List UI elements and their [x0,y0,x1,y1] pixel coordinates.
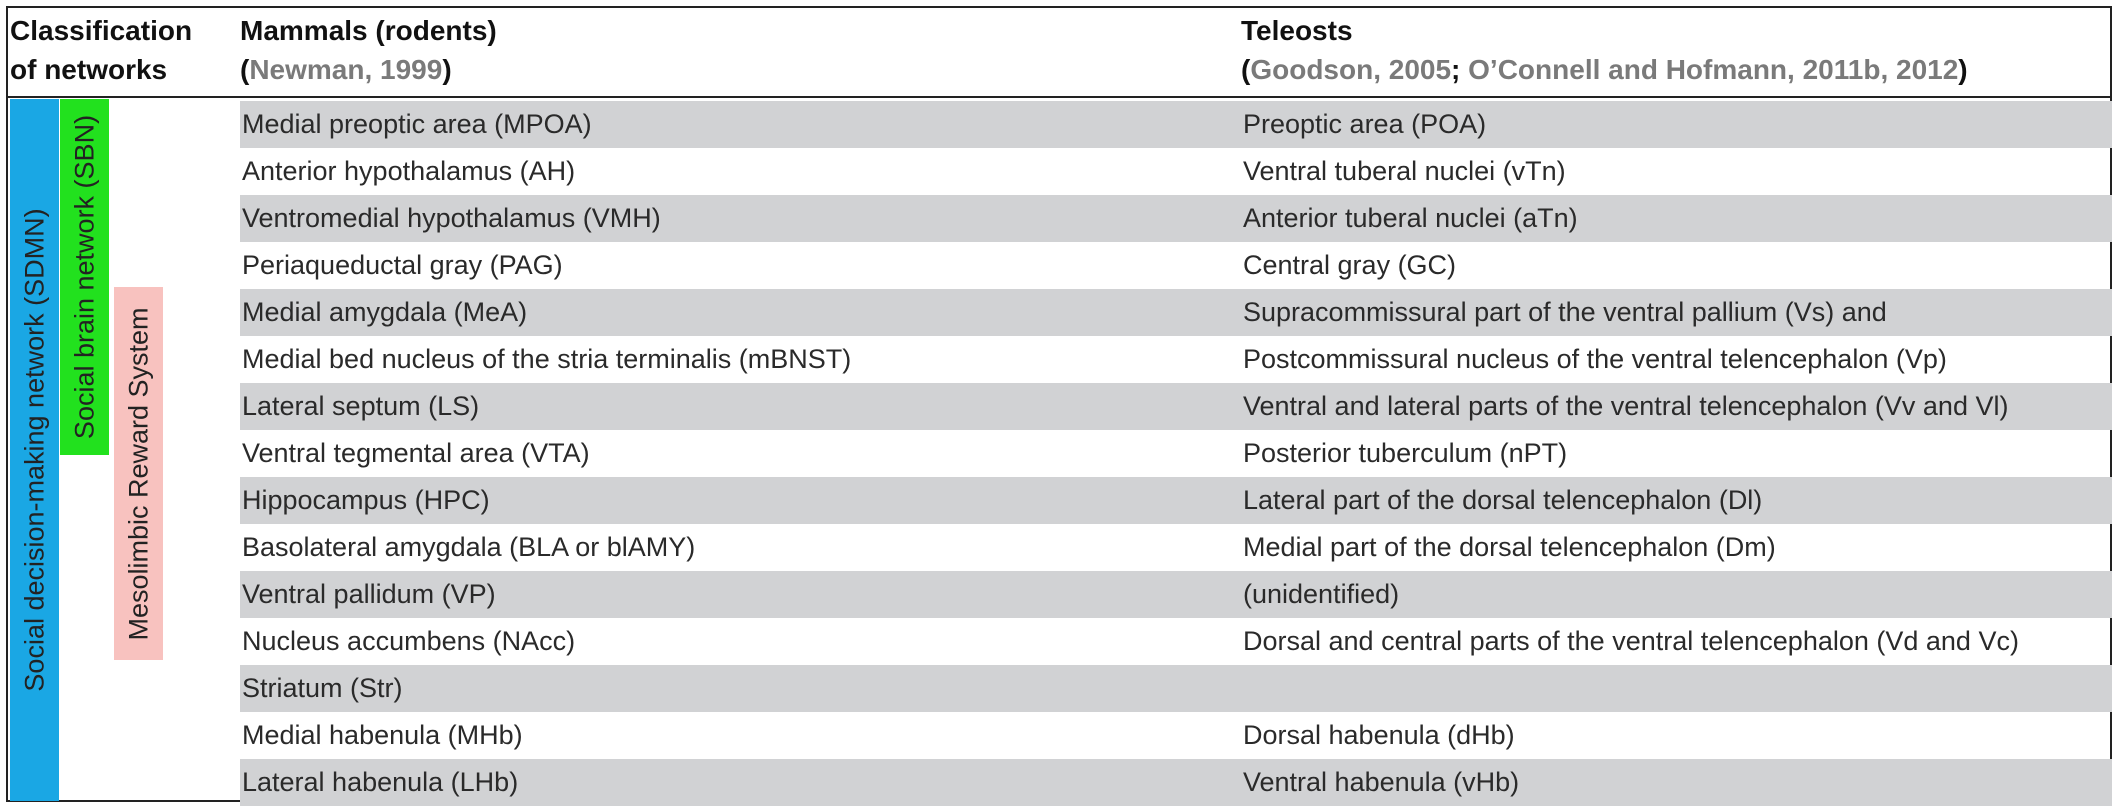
teleost-region: Dorsal habenula (dHb) [1243,720,1515,750]
teleost-region: Preoptic area (POA) [1243,109,1487,139]
table-row [240,101,2112,148]
table-row [240,195,2112,242]
header-teleosts-title: Teleosts [1241,15,1353,46]
table-row [240,712,2112,759]
table-row [240,477,2112,524]
mammal-region: Basolateral amygdala (BLA or blAMY) [242,532,696,562]
table-row [240,524,2112,571]
header-mammals-citation [240,50,497,89]
teleost-region: Ventral habenula (vHb) [1243,767,1520,797]
teleost-region: Medial part of the dorsal telencephalon (Dm) [1243,532,1776,562]
citation-newman-1999[interactable]: Newman, 1999 [249,54,443,85]
header-classification: Classification of networks [10,15,193,85]
mammal-region: Lateral septum (LS) [242,391,480,421]
mammal-region: Medial amygdala (MeA) [242,297,528,327]
network-band-sdmn [10,99,59,801]
table-row [240,383,2112,430]
mammal-region: Ventral pallidum (VP) [242,579,496,609]
table-row [240,336,2112,383]
teleost-region: Ventral tuberal nuclei (vTn) [1243,156,1566,186]
teleost-region: (unidentified) [1243,579,1400,609]
paren-open: ( [240,54,250,85]
citation-goodson-2005[interactable]: Goodson, 2005 [1250,54,1452,85]
table-row [240,148,2112,195]
mammal-region: Nucleus accumbens (NAcc) [242,626,576,656]
header-mammals-title: Mammals (rodents) [240,15,497,46]
teleost-region: Anterior tuberal nuclei (aTn) [1243,203,1578,233]
header-divider [8,96,2110,98]
teleost-region: Ventral and lateral parts of the ventral telencephalon (Vv and Vl) [1243,391,2009,421]
network-classification-table [6,6,2112,802]
teleost-region: Postcommissural nucleus of the ventral telencephalon (Vp) [1243,344,1947,374]
mammal-region: Anterior hypothalamus (AH) [242,156,576,186]
table-row [240,618,2112,665]
table-row [240,242,2112,289]
header-teleosts-citation [1241,50,1968,89]
network-label-sdmn: Social decision-making network (SDMN) [19,208,49,692]
header-teleosts [1241,11,1968,89]
mammal-region: Medial bed nucleus of the stria terminalis (mBNST) [242,344,852,374]
paren-close: ) [1958,54,1968,85]
network-band-mrs [114,287,163,660]
mammal-region: Lateral habenula (LHb) [242,767,519,797]
mammal-region: Medial habenula (MHb) [242,720,523,750]
table-row [240,571,2112,618]
mammal-region: Ventral tegmental area (VTA) [242,438,590,468]
table-row [240,289,2112,336]
paren-close: ) [442,54,452,85]
teleost-region: Lateral part of the dorsal telencephalon (Dl) [1243,485,1763,515]
network-label-sbn: Social brain network (SBN) [69,114,99,440]
mammal-region: Hippocampus (HPC) [242,485,490,515]
teleost-region: Dorsal and central parts of the ventral telencephalon (Vd and Vc) [1243,626,2019,656]
table-row [240,665,2112,712]
mammal-region: Ventromedial hypothalamus (VMH) [242,203,661,233]
header-mammals [240,11,497,89]
teleost-region: Posterior tuberculum (nPT) [1243,438,1568,468]
network-label-mrs: Mesolimbic Reward System [123,306,153,641]
paren-open: ( [1241,54,1251,85]
citation-separator: ; [1451,54,1469,85]
mammal-region: Periaqueductal gray (PAG) [242,250,563,280]
mammal-region: Medial preoptic area (MPOA) [242,109,592,139]
teleost-region: Central gray (GC) [1243,250,1457,280]
teleost-region: Supracommissural part of the ventral pallium (Vs) and [1243,297,1887,327]
citation-oconnell-hofmann[interactable]: O’Connell and Hofmann, 2011b, 2012 [1468,54,1959,85]
network-band-sbn [60,99,109,455]
table-row [240,430,2112,477]
mammal-region: Striatum (Str) [242,673,403,703]
table-row [240,759,2112,806]
